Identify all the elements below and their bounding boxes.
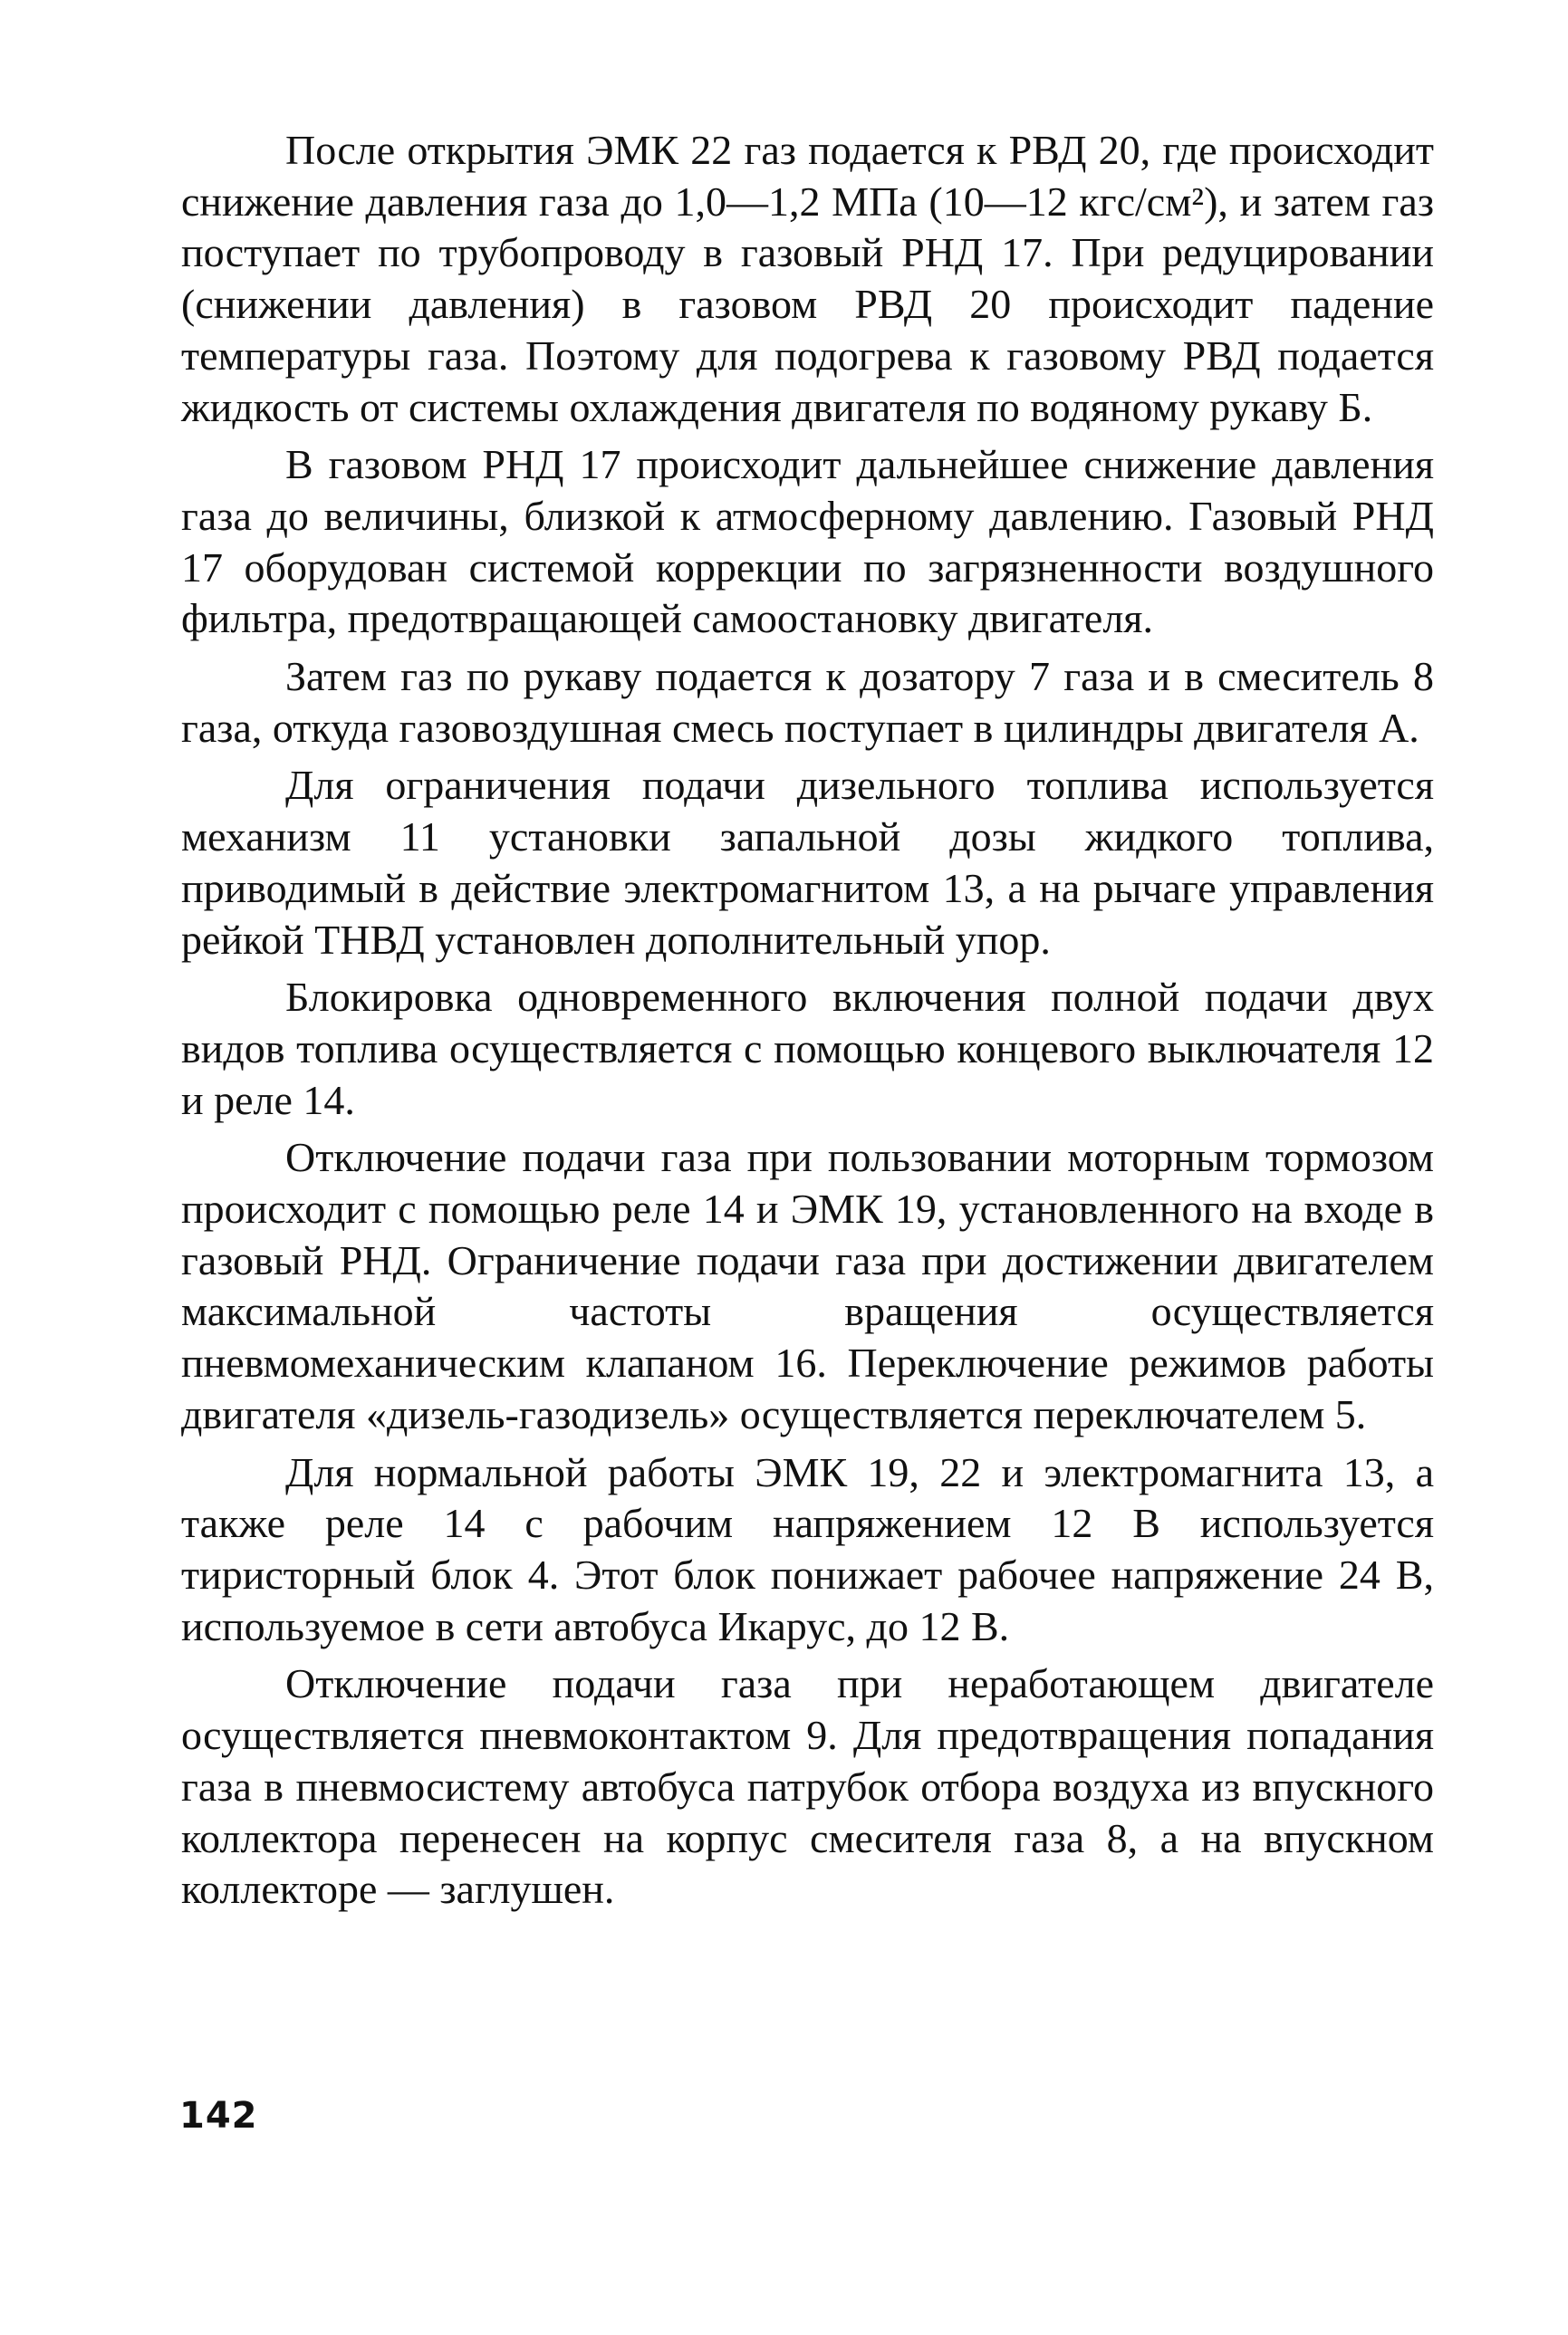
paragraph: Отключение подачи газа при неработающем двигателе осуществляется пневмоконтактом 9. Для предотвращения попадания газа в пневмосистему автобуса патрубок отбора воздуха из впускного коллектора перенесен на корпус смесителя газа 8, а на впускном коллекторе — заглушен. (181, 1660, 1434, 1913)
page-number: 142 (179, 2095, 258, 2137)
paragraph: Для нормальной работы ЭМК 19, 22 и электромагнита 13, а также реле 14 с рабочим напряжением 12 В используется тиристорный блок 4. Этот блок понижает рабочее напряжение 24 В, используемое в сети автобуса Икарус, до 12 В. (181, 1448, 1434, 1649)
paragraph: После открытия ЭМК 22 газ подается к РВД 20, где происходит снижение давления газа до 1,0—1,2 МПа (10—12 кгс/см²), и затем газ поступает по трубопроводу в газовый РНД 17. При редуцировании (снижении давления) в газовом РВД 20 происходит падение температуры газа. Поэтому для подогрева к газовому РВД подается жидкость от системы охлаждения двигателя по водяному рукаву Б. (181, 127, 1434, 430)
body-text (181, 125, 1434, 1922)
paragraph: Для ограничения подачи дизельного топлива используется механизм 11 установки запальной дозы жидкого топлива, приводимый в действие электромагнитом 13, а на рычаге управления рейкой ТНВД установлен дополнительный упор. (181, 762, 1434, 963)
paragraph: В газовом РНД 17 происходит дальнейшее снижение давления газа до величины, близкой к атмосферному давлению. Газовый РНД 17 оборудован системой коррекции по загрязненности воздушного фильтра, предотвращающей самоостановку двигателя. (181, 441, 1434, 642)
paragraph: Отключение подачи газа при пользовании моторным тормозом происходит с помощью реле 14 и ЭМК 19, установленного на входе в газовый РНД. Ограничение подачи газа при достижении двигателем максимальной частоты вращения осуществляется пневмомеханическим клапаном 16. Переключение режимов работы двигателя «дизель-газодизель» осуществляется переключателем 5. (181, 1134, 1434, 1437)
paragraph: Блокировка одновременного включения полной подачи двух видов топлива осуществляется с помощью концевого выключателя 12 и реле 14. (181, 974, 1434, 1123)
paragraph: Затем газ по рукаву подается к дозатору 7 газа и в смеситель 8 газа, откуда газовоздушная смесь поступает в цилиндры двигателя А. (181, 653, 1434, 751)
